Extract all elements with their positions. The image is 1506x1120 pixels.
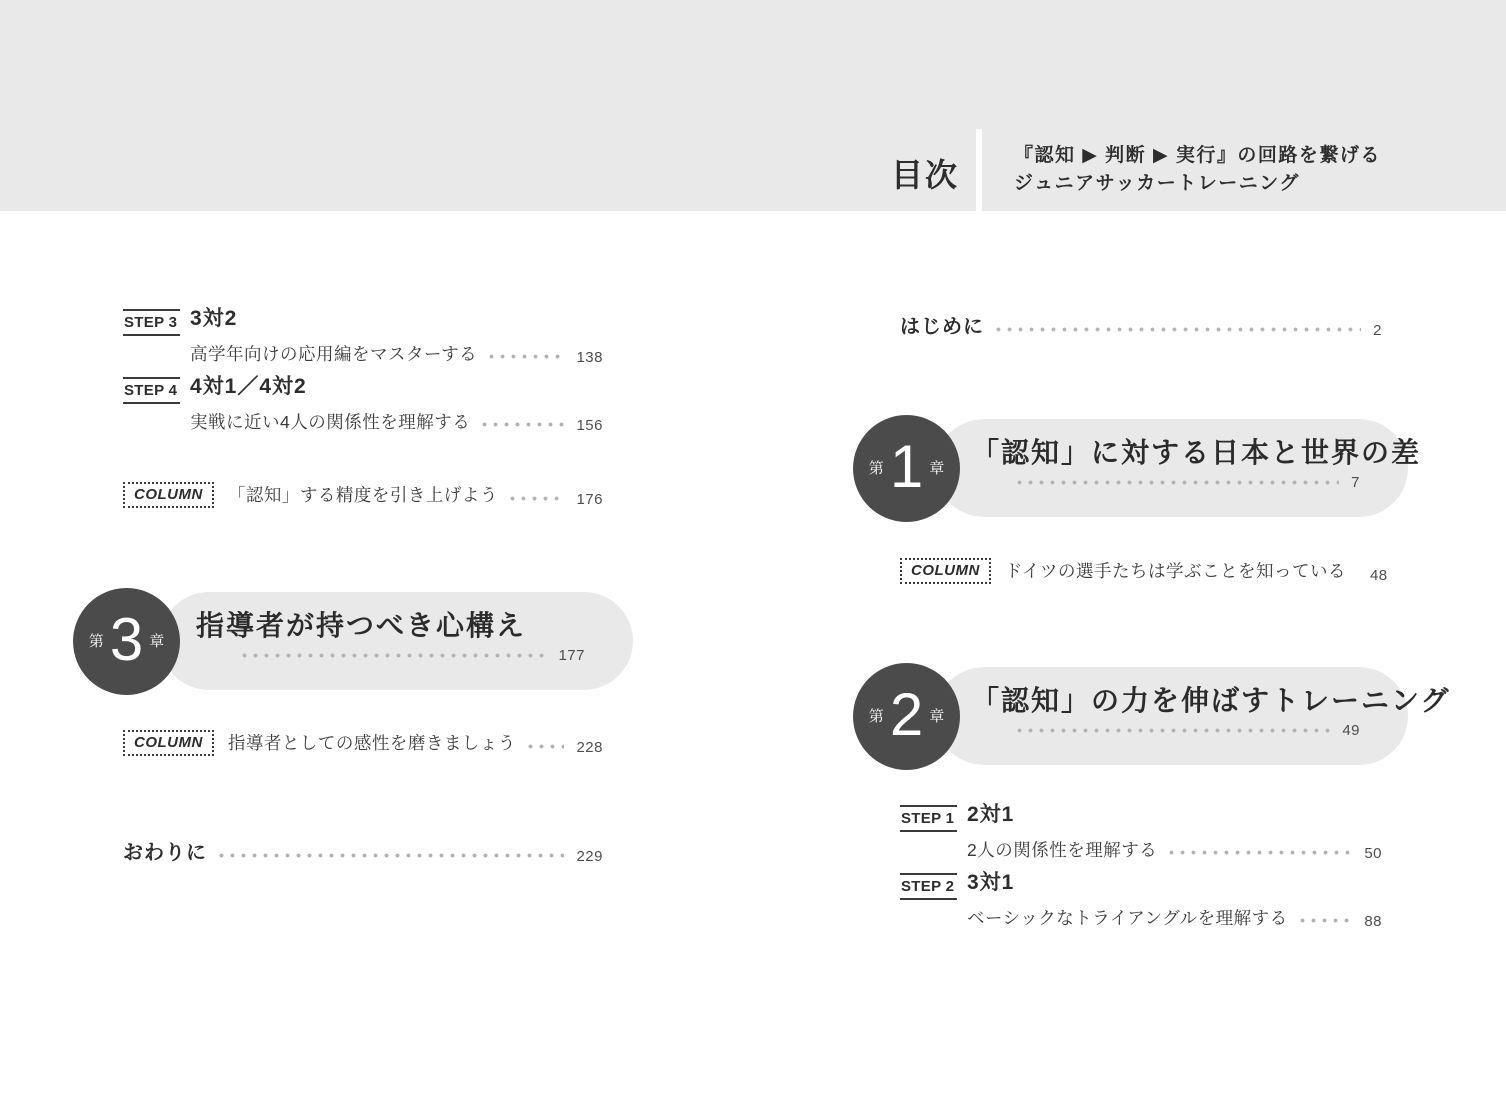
page-number: 156: [576, 417, 603, 434]
step-title: 4対1／4対2: [190, 375, 307, 398]
page-number: 88: [1364, 913, 1382, 930]
book-title: [1014, 142, 1381, 198]
header-band: [0, 0, 1506, 211]
page-number: 177: [558, 647, 585, 664]
chapter-number: 1: [889, 432, 924, 500]
toc-entry-step2: [900, 870, 1382, 930]
dot-leader: [528, 744, 565, 749]
dot-leader: [996, 327, 1361, 332]
dot-leader: [1300, 918, 1353, 923]
page-number: 228: [576, 739, 603, 756]
step-title: 2対1: [967, 803, 1015, 826]
step-subtitle: 実戦に近い4人の関係性を理解する: [190, 412, 471, 432]
page-number: 229: [576, 848, 603, 865]
header-divider: [976, 129, 982, 211]
page-number: 138: [576, 349, 603, 366]
step-title: 3対1: [967, 871, 1015, 894]
chapter-suffix: 章: [149, 633, 165, 650]
column-badge: COLUMN: [123, 730, 214, 756]
chapter-title: 「認知」に対する日本と世界の差: [971, 437, 1422, 468]
column-title: 指導者としての感性を磨きましょう: [227, 733, 516, 753]
chapter-prefix: 第: [88, 633, 104, 650]
dot-leader: [1017, 728, 1330, 733]
toc-entry-owarini: [123, 836, 603, 865]
chapter-prefix: 第: [868, 460, 884, 477]
step-badge: STEP 1: [900, 805, 957, 832]
column-title: ドイツの選手たちは学ぶことを知っている: [1004, 561, 1346, 581]
step-badge: STEP 3: [123, 309, 180, 336]
page-number: 2: [1373, 322, 1382, 339]
toc-entry-step4: [123, 374, 603, 434]
dot-leader: [510, 496, 565, 501]
page-number: 176: [576, 491, 603, 508]
step-subtitle: 2人の関係性を理解する: [967, 840, 1158, 860]
toc-title: 目次: [891, 157, 960, 193]
toc-entry-hajimeni: [900, 310, 1382, 339]
step-badge: STEP 4: [123, 377, 180, 404]
chapter-title: 指導者が持つべき心構え: [196, 610, 527, 641]
dot-leader: [242, 653, 546, 658]
page-number: 49: [1342, 722, 1360, 739]
toc-entry-step1: [900, 802, 1382, 862]
entry-title: おわりに: [123, 842, 207, 864]
dot-leader: [489, 354, 564, 359]
page-number: 7: [1351, 474, 1360, 491]
book-title-line1: 『認知 ▶ 判断 ▶ 実行』の回路を繋げる: [1014, 145, 1381, 166]
page-number: 48: [1369, 567, 1388, 584]
chapter-number: 2: [889, 680, 924, 748]
column-badge: COLUMN: [900, 558, 991, 584]
chapter-suffix: 章: [929, 708, 945, 725]
page-number: 50: [1364, 845, 1382, 862]
step-badge: STEP 2: [900, 873, 957, 900]
toc-entry-column-176: [123, 482, 603, 508]
toc-entry-step3: [123, 306, 603, 366]
chapter-title: 「認知」の力を伸ばすトレーニング: [971, 685, 1451, 716]
step-subtitle: 高学年向けの応用編をマスターする: [190, 344, 478, 364]
dot-leader: [219, 853, 564, 858]
chapter-suffix: 章: [929, 460, 945, 477]
chapter-prefix: 第: [868, 708, 884, 725]
column-badge: COLUMN: [123, 482, 214, 508]
chapter-number: 3: [109, 605, 144, 673]
toc-entry-column-48: [900, 558, 1388, 584]
dot-leader: [1017, 480, 1339, 485]
entry-title: はじめに: [900, 316, 984, 338]
toc-entry-column-228: [123, 730, 603, 756]
step-subtitle: ベーシックなトライアングルを理解する: [967, 908, 1288, 928]
dot-leader: [1169, 850, 1352, 855]
book-title-line2: ジュニアサッカートレーニング: [1014, 173, 1300, 194]
column-title: 「認知」する精度を引き上げよう: [227, 485, 498, 505]
step-title: 3対2: [190, 307, 238, 330]
dot-leader: [482, 422, 564, 427]
